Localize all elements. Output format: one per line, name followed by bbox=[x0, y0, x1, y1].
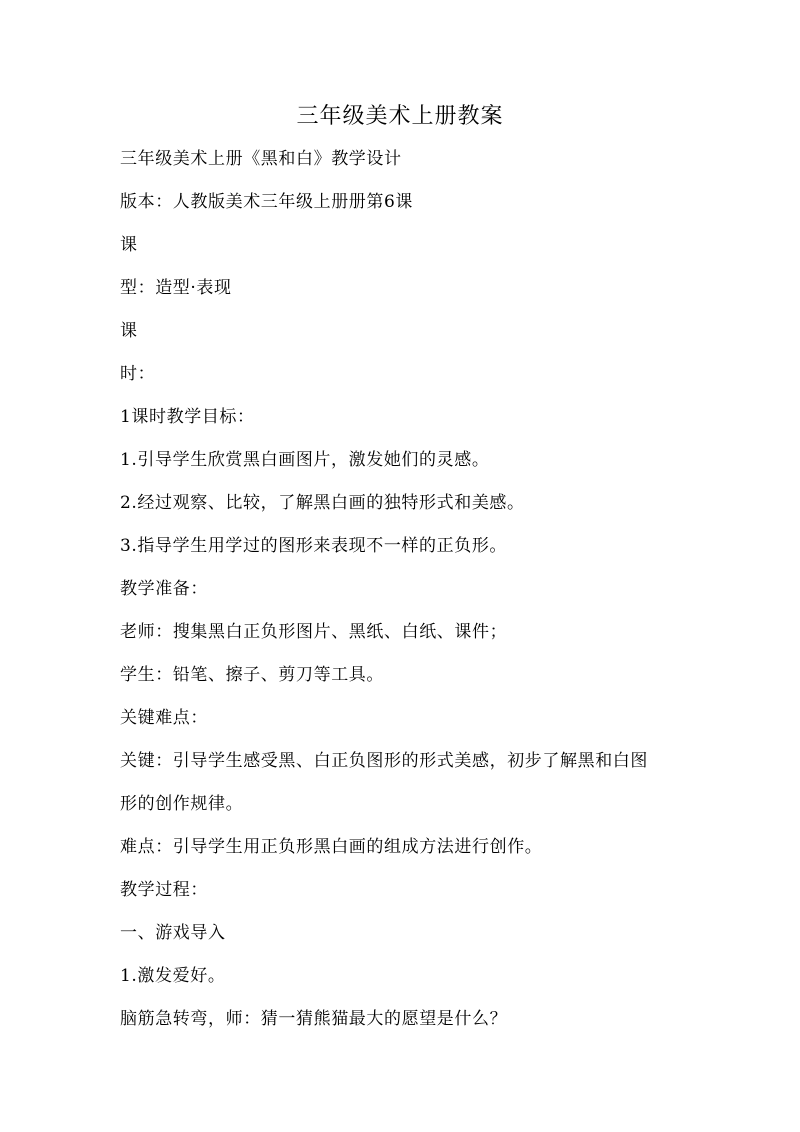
text-line-objective-2: 2.经过观察、比较，了解黑白画的独特形式和美感。 bbox=[120, 493, 525, 513]
text-line-teacher-prep: 老师：搜集黑白正负形图片、黑纸、白纸、课件； bbox=[120, 622, 508, 642]
text-line-step-1: 1.激发爱好。 bbox=[120, 966, 226, 986]
text-line-key-difficulty-heading: 关键难点： bbox=[120, 708, 208, 728]
text-line-difficulty: 难点：引导学生用正负形黑白画的组成方法进行创作。 bbox=[120, 837, 543, 857]
text-line-objective-3: 3.指导学生用学过的图形来表现不一样的正负形。 bbox=[120, 536, 508, 556]
text-line-key-point-cont: 形的创作规律。 bbox=[120, 794, 244, 814]
text-line-objectives-heading: 1课时教学目标： bbox=[120, 407, 255, 427]
text-line-preparation-heading: 教学准备： bbox=[120, 579, 208, 599]
text-line-ke-2: 课 bbox=[120, 321, 138, 341]
text-line-version: 版本：人教版美术三年级上册册第6课 bbox=[120, 192, 414, 212]
text-line-ke-1: 课 bbox=[120, 235, 138, 255]
text-line-key-point: 关键：引导学生感受黑、白正负图形的形式美感，初步了解黑和白图 bbox=[120, 751, 648, 771]
text-line-time: 时： bbox=[120, 364, 156, 384]
text-line-section-1: 一、游戏导入 bbox=[120, 923, 226, 943]
text-line-objective-1: 1.引导学生欣赏黑白画图片，激发她们的灵感。 bbox=[120, 450, 490, 470]
document-title: 三年级美术上册教案 bbox=[296, 104, 504, 129]
text-line-process-heading: 教学过程： bbox=[120, 880, 208, 900]
text-line-riddle: 脑筋急转弯，师：猜一猜熊猫最大的愿望是什么？ bbox=[120, 1009, 508, 1029]
text-line-student-prep: 学生：铅笔、擦子、剪刀等工具。 bbox=[120, 665, 384, 685]
text-line-type: 型：造型·表现 bbox=[120, 278, 232, 298]
text-line-subtitle: 三年级美术上册《黑和白》教学设计 bbox=[120, 149, 402, 169]
